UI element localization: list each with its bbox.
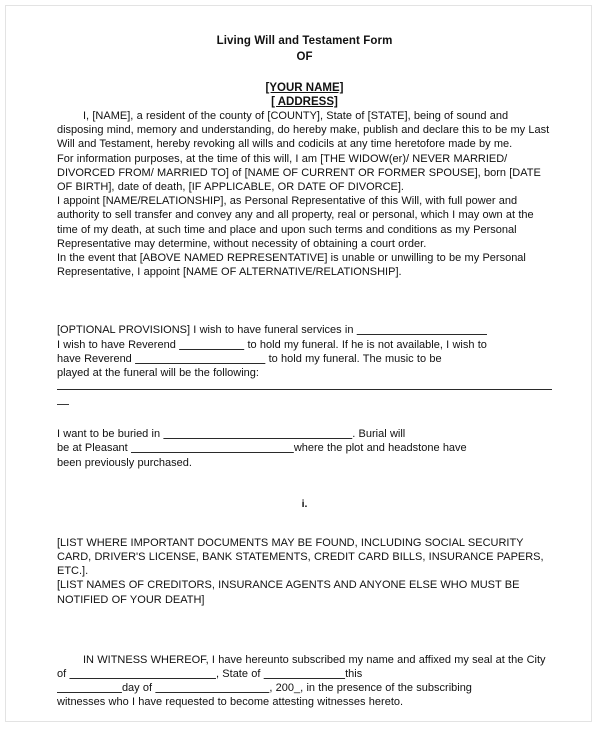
burial-block — [57, 427, 552, 470]
witness-city-blank[interactable] — [69, 668, 216, 680]
witness-this-label: this — [345, 668, 363, 681]
witness-state-blank[interactable] — [264, 668, 345, 680]
reverend-2-prefix-text: have Reverend — [57, 352, 132, 365]
testator-address-block — [57, 95, 552, 109]
testator-name-placeholder: [YOUR NAME] — [265, 82, 344, 94]
list-creditors: [LIST NAMES OF CREDITORS, INSURANCE AGENTS AND ANYONE ELSE WHO MUST BE NOTIFIED OF YOUR DEATH] — [57, 579, 520, 606]
cemetery-suffix-text: where the plot and headstone have — [293, 442, 467, 455]
document-page — [5, 5, 592, 722]
burial-suffix-text: . Burial will — [352, 428, 406, 441]
document-content — [57, 34, 552, 710]
reverend-1-blank[interactable] — [179, 339, 244, 351]
funeral-reverend-2-line — [57, 352, 552, 366]
funeral-services-line — [57, 323, 552, 337]
witness-month-blank[interactable] — [155, 682, 269, 694]
paragraph-appointment: I appoint [NAME/RELATIONSHIP], as Personal Representative of this Will, with full power and authority to sell transfer and convey any and all property, real or personal, which I may own at the time of my death, at such time and place and upon such terms and conditions as my Personal Representative may determine, without necessity of obtaining a court order. — [57, 195, 534, 250]
testator-name-block — [57, 81, 552, 95]
funeral-location-blank[interactable] — [357, 324, 487, 336]
burial-location-blank[interactable] — [163, 428, 352, 440]
testator-address-placeholder: [ ADDRESS] — [271, 96, 338, 108]
witness-clause-block — [57, 653, 552, 710]
cemetery-blank[interactable] — [131, 442, 294, 454]
witness-line-4: witnesses who I have requested to become attesting witnesses hereto. — [57, 696, 404, 709]
music-entry-rule[interactable] — [57, 389, 552, 390]
burial-line-3: been previously purchased. — [57, 456, 192, 469]
reverend-1-suffix-text: to hold my funeral. If he is not available, I wish to — [247, 338, 487, 351]
funeral-music-line: played at the funeral will be the following: — [57, 367, 259, 380]
witness-day-of-label: day of — [121, 682, 153, 695]
paragraph-declaration: I, [NAME], a resident of the county of [COUNTY], State of [STATE], being of sound and disposing mind, memory and understanding, do hereby make, publish and declare this to be my Last Will and Testament, hereby revoking all wills and codicils at any time heretofore made by me. — [57, 110, 550, 151]
paragraph-marital-status: For information purposes, at the time of this will, I am [THE WIDOW(er)/ NEVER MARRIED/ DIVORCED FROM/ MARRIED TO] of [NAME OF CURRENT OR FORMER SPOUSE], born [DATE OF BIRTH], date of death, [IF APPLICABLE, OR DATE OF DIVORCE]. — [57, 152, 541, 194]
witness-year-label: , 200_, in the presence of the subscribing — [269, 682, 472, 695]
music-entry-dash[interactable] — [57, 403, 69, 405]
reverend-2-blank[interactable] — [135, 353, 265, 365]
funeral-reverend-1-line — [57, 338, 552, 352]
witness-line-2 — [57, 667, 552, 681]
section-marker: i. — [301, 497, 308, 510]
document-title: Living Will and Testament Form — [216, 35, 393, 47]
witness-line-1: IN WITNESS WHEREOF, I have hereunto subscribed my name and affixed my seal at the City — [83, 653, 546, 666]
paragraph-alternate-representative: In the event that [ABOVE NAMED REPRESENTATIVE] is unable or unwilling to be my Personal Representative, I appoint [NAME OF ALTERNATIVE/RELATIONSHIP]. — [57, 252, 526, 279]
lists-block — [57, 536, 552, 607]
reverend-1-prefix-text: I wish to have Reverend — [57, 338, 176, 351]
burial-prefix-text: I want to be buried in — [57, 428, 161, 441]
witness-line-3 — [57, 681, 552, 695]
funeral-lead-in-text: [OPTIONAL PROVISIONS] I wish to have funeral services in — [57, 324, 354, 337]
witness-day-blank[interactable] — [57, 682, 122, 694]
burial-line-2 — [57, 441, 552, 455]
reverend-2-suffix-text: to hold my funeral. The music to be — [268, 352, 442, 365]
list-important-documents: [LIST WHERE IMPORTANT DOCUMENTS MAY BE FOUND, INCLUDING SOCIAL SECURITY CARD, DRIVER'S LICENSE, BANK STATEMENTS, CREDIT CARD BILLS, INSURANCE PAPERS, ETC.]. — [57, 536, 544, 578]
funeral-provisions-block — [57, 323, 552, 405]
burial-line-1 — [57, 427, 552, 441]
cemetery-prefix-text: be at Pleasant — [57, 442, 128, 455]
witness-of-label: of — [57, 668, 67, 681]
witness-state-label: , State of — [215, 668, 261, 681]
document-title-of: OF — [296, 50, 313, 63]
